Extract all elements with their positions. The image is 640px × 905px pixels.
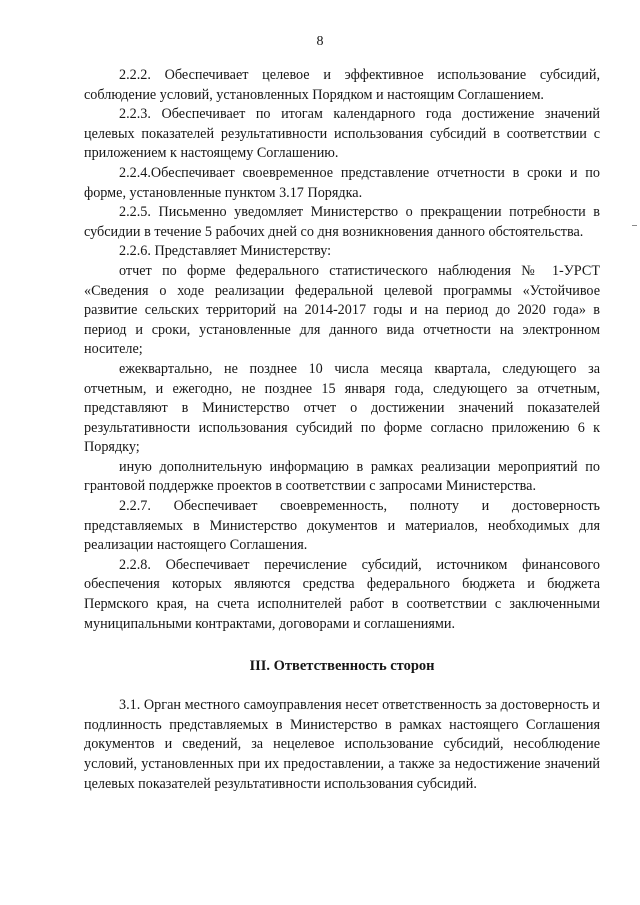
paragraph-3-1: 3.1. Орган местного самоуправления несет ответственность за достоверность и подлинность представляемых в Министерство в рамках настоящего Соглашения документов и сведений, за нецелевое использование субсидий, несоблюдение условий, установленных при их предоставлении, а также за недостижение значений целевых показателей результативности использования субсидий. (84, 697, 600, 792)
paragraph-2-2-3: 2.2.3. Обеспечивает по итогам календарного года достижение значений целевых показателей результативности использования субсидий в соответствии с приложением к настоящему Соглашению. (84, 106, 600, 162)
paragraph-2-2-6-quarterly: ежеквартально, не позднее 10 числа месяца квартала, следующего за отчетным, и ежегодно, не позднее 15 января года, следующего за отчетным, представляют в Министерство отчет о достижении значений показателей результативности использования субсидий по форме согласно приложению 6 к Порядку; (84, 360, 600, 456)
paragraph-2-2-6: 2.2.6. Представляет Министерству: (119, 243, 332, 260)
section-heading: III. Ответственность сторон (249, 658, 435, 675)
page-number: 8 (316, 34, 324, 49)
document-body (84, 66, 600, 794)
paragraph-2-2-7: 2.2.7. Обеспечивает своевременность, полноту и достоверность представляемых в Министерство документов и материалов, необходимых для реализации настоящего Соглашения. (84, 498, 600, 554)
paragraph-2-2-5: 2.2.5. Письменно уведомляет Министерство о прекращении потребности в субсидии в течение 5 рабочих дней со дня возникновения данного обстоятельства. (84, 204, 600, 240)
paragraph-2-2-4: 2.2.4.Обеспечивает своевременное представление отчетности в сроки и по форме, установленные пунктом 3.17 Порядка. (84, 164, 600, 201)
paragraph-2-2-8: 2.2.8. Обеспечивает перечисление субсидий, источником финансового обеспечения которых являются средства федерального бюджета и бюджета Пермского края, на счета исполнителей работ в соответствии с заключенными муниципальными контрактами, договорами и соглашениями. (84, 556, 600, 632)
paragraph-2-2-6-report-form: отчет по форме федерального статистического наблюдения № 1-УРСТ «Сведения о ходе реализации федеральной целевой программы «Устойчивое развитие сельских территорий на 2014-2017 годы и на период до 2020 года» в период и сроки, установленные для данного вида отчетности на электронном носителе; (84, 262, 600, 358)
paragraph-2-2-2: 2.2.2. Обеспечивает целевое и эффективное использование субсидий, соблюдение условий, установленных Порядком и настоящим Соглашением. (84, 67, 600, 103)
paragraph-2-2-6-additional-info: иную дополнительную информацию в рамках реализации мероприятий по грантовой поддержке проектов в соответствии с запросами Министерства. (84, 458, 600, 495)
margin-mark (632, 225, 637, 226)
